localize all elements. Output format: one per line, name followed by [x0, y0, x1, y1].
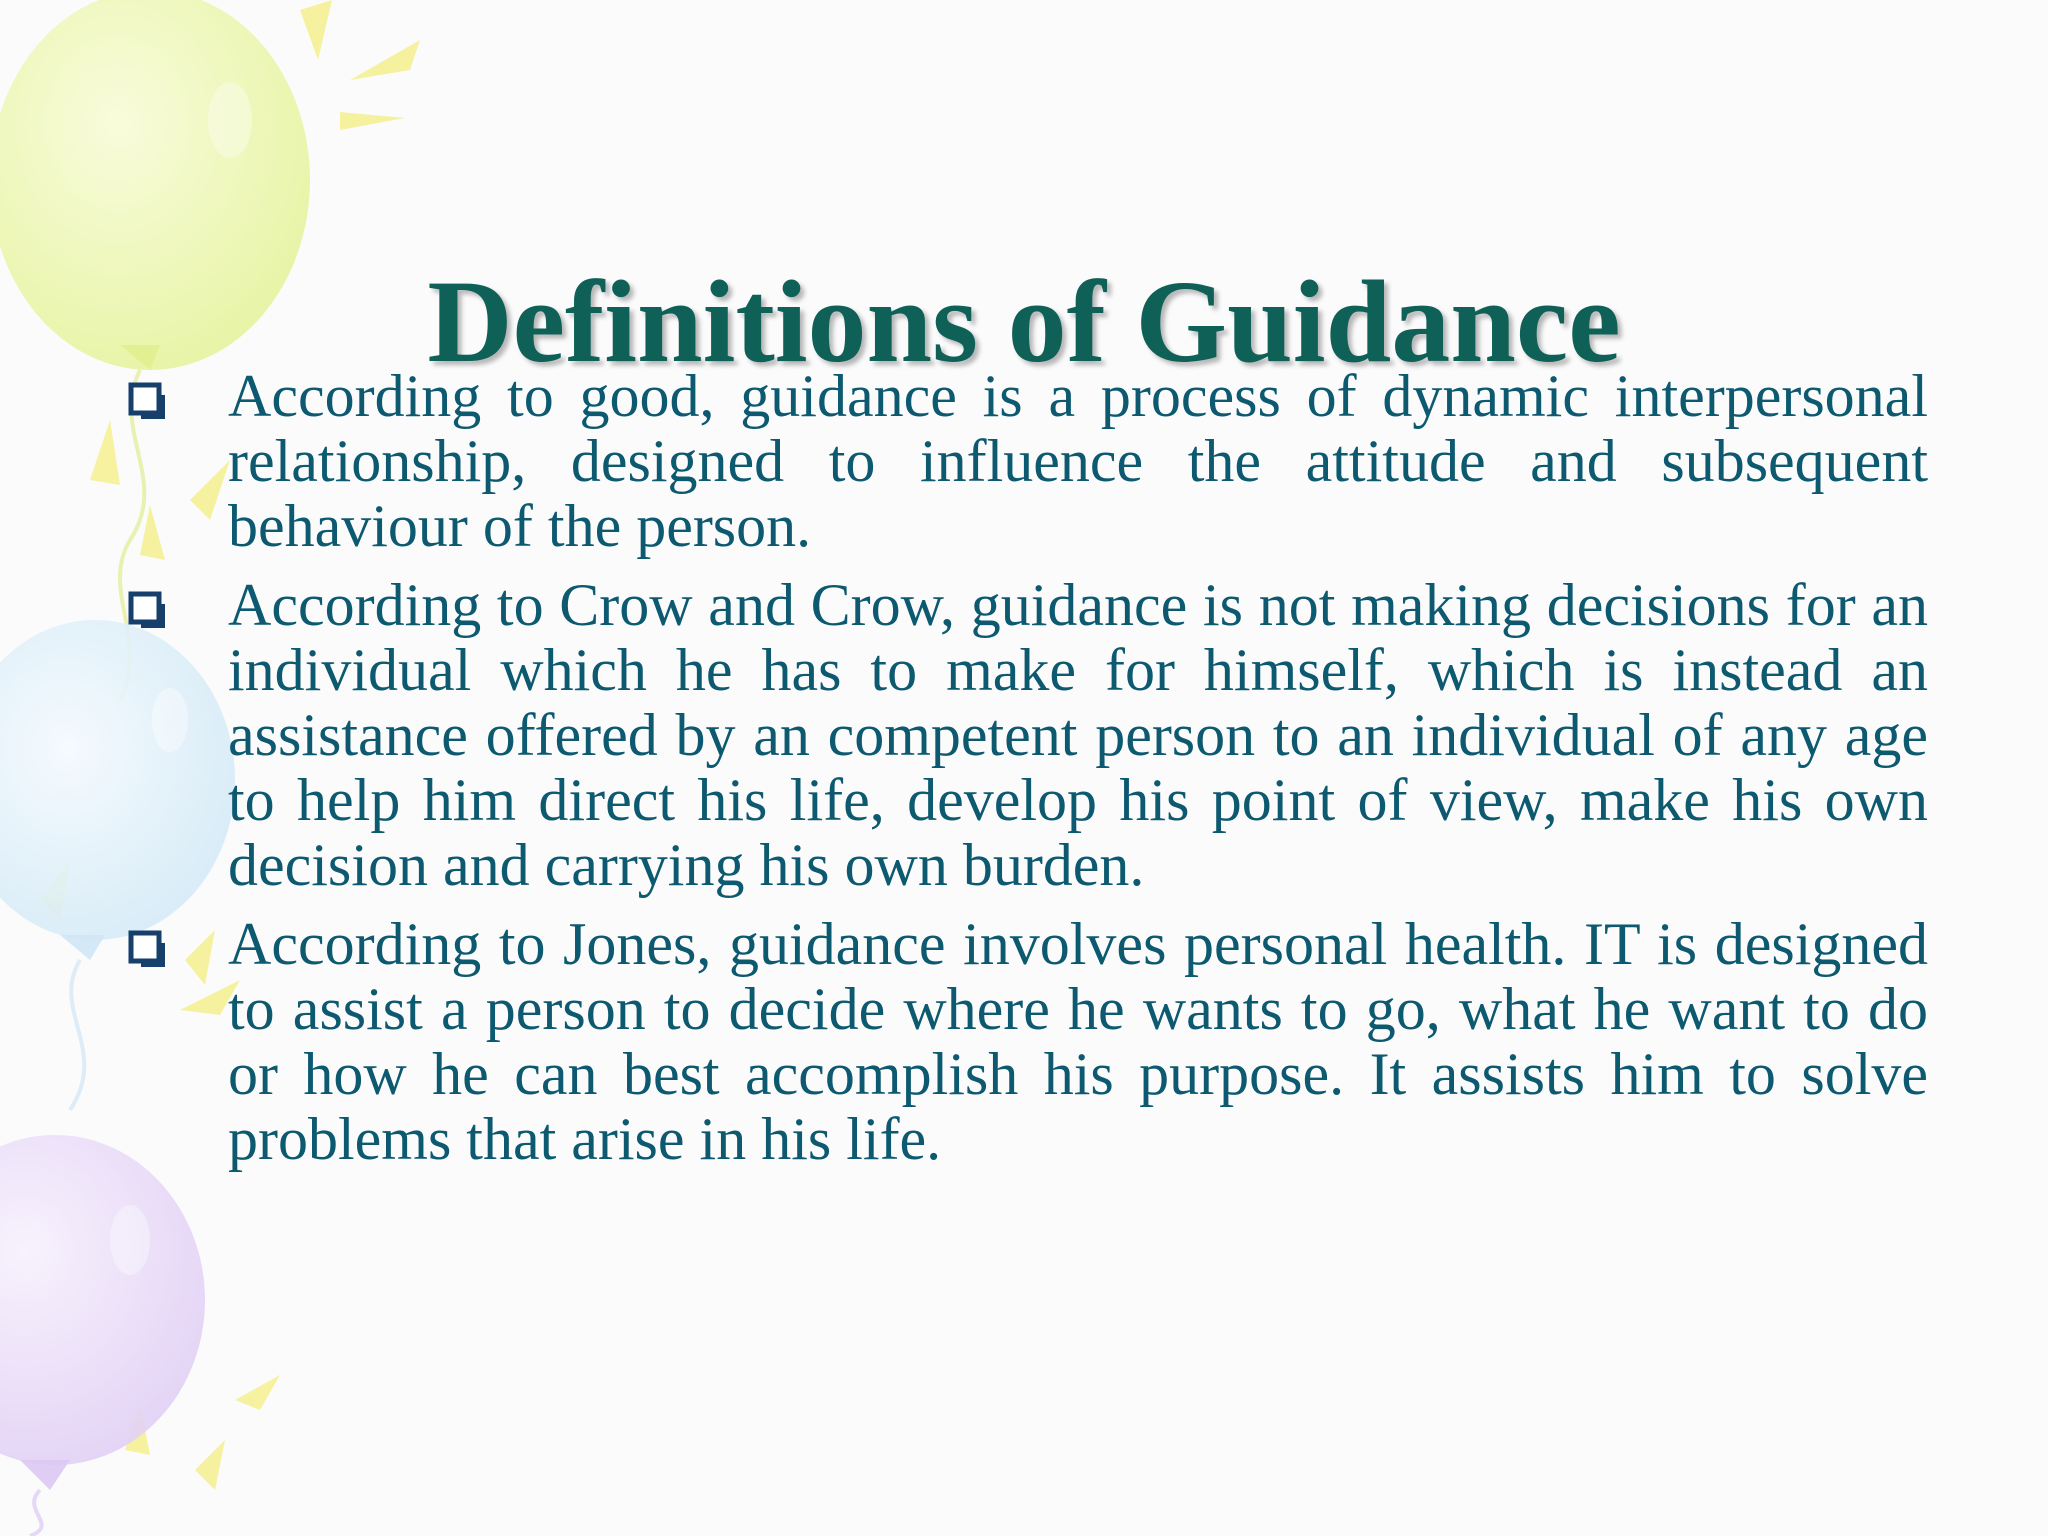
definition-item-good — [128, 364, 1928, 559]
definition-item-jones — [128, 912, 1928, 1172]
definition-list — [128, 364, 1928, 1186]
definition-text: According to good, guidance is a process of dynamic interpersonal relationship, designed to influence the attitude and subsequent behaviour of the person. — [228, 363, 1928, 559]
hollow-square-bullet-icon — [128, 930, 168, 970]
hollow-square-bullet-icon — [128, 382, 168, 422]
hollow-square-bullet-icon — [128, 591, 168, 631]
slide-title: Definitions of Guidance — [427, 256, 1621, 388]
purple-balloon-icon — [0, 1135, 205, 1536]
definition-text: According to Crow and Crow, guidance is not making decisions for an individual which he has to make for himself, which is instead an assistance offered by an competent person to an individual of any age to help him direct his life, develop his point of view, make his own decision and carrying his own burden. — [228, 572, 1928, 898]
definition-text: According to Jones, guidance involves personal health. IT is designed to assist a person to decide where he wants to go, what he want to do or how he can best accomplish his purpose. It assists him to solve problems that arise in his life. — [228, 911, 1928, 1172]
definition-item-crow — [128, 573, 1928, 898]
